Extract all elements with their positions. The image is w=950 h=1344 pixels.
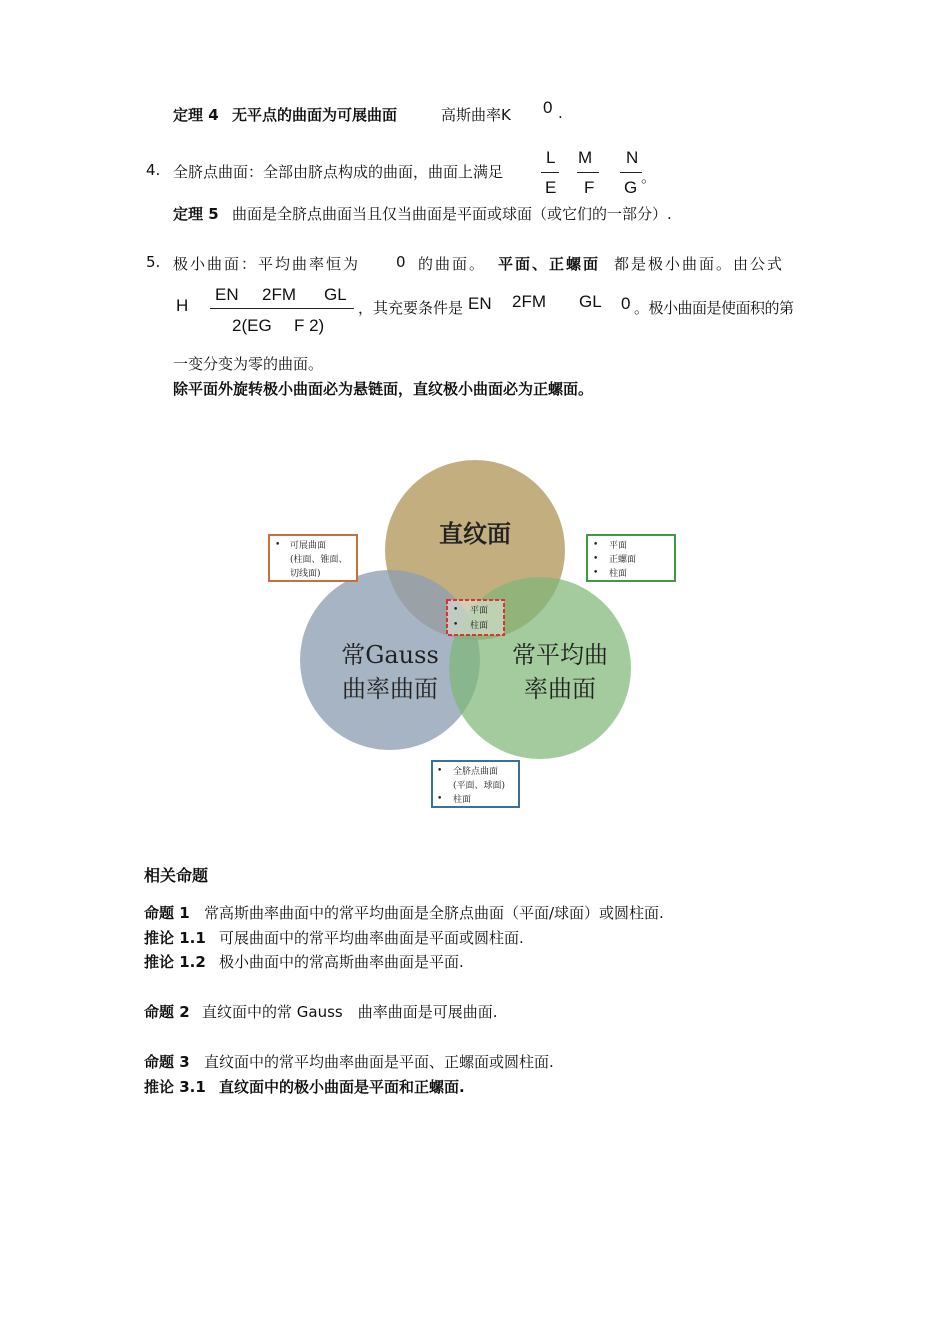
theorem4-end: . <box>558 104 563 122</box>
venn-box-center-line: 平面 <box>470 606 489 616</box>
item5-after: 。极小曲面是使面积的第 <box>634 299 794 317</box>
proposition-text: 直纹面中的常平均曲率曲面是平面、正螺面或圆柱面. <box>204 1053 554 1071</box>
proposition-label: 命题 3 <box>144 1053 190 1071</box>
corollary-label: 推论 1.2 <box>144 953 206 971</box>
svg-text:•: • <box>437 766 443 776</box>
theorem5-text: 曲面是全脐点曲面当且仅当曲面是平面或球面（或它们的一部分）. <box>232 205 672 223</box>
fraction-bar <box>541 172 559 173</box>
venn-box-umbilic-line: (平面、球面) <box>453 781 506 791</box>
proposition-text: 常高斯曲率曲面中的常平均曲面是全脐点曲面（平面/球面）或圆柱面. <box>204 904 664 922</box>
item4-number: 4. <box>146 161 161 179</box>
item5-text-c: 都是极小曲面。由公式 <box>614 255 785 273</box>
venn-top-label: 直纹面 <box>439 519 511 548</box>
svg-text:•: • <box>593 554 599 564</box>
fraction-bar <box>620 172 642 173</box>
cond-EN: EN <box>468 294 492 313</box>
corollary-text: 直纹面中的极小曲面是平面和正螺面. <box>219 1078 465 1096</box>
fraction-bar <box>210 308 354 309</box>
item4-end: 。 <box>641 168 657 186</box>
proposition-text: 直纹面中的常 Gauss 曲率曲面是可展曲面. <box>202 1003 498 1021</box>
frac-L: L <box>546 148 556 167</box>
corollary-text: 极小曲面中的常高斯曲率曲面是平面. <box>219 953 464 971</box>
venn-right-label-2: 率曲面 <box>524 675 596 703</box>
item5-zero: 0 <box>396 253 406 271</box>
related-heading: 相关命题 <box>144 866 209 885</box>
theorem4-condition: 高斯曲率K <box>441 106 511 124</box>
proposition-label: 命题 2 <box>144 1003 190 1021</box>
proposition-label: 命题 1 <box>144 904 190 922</box>
svg-text:•: • <box>593 568 599 578</box>
corollary-label: 推论 1.1 <box>144 929 206 947</box>
corollary-text: 可展曲面中的常平均曲率曲面是平面或圆柱面. <box>219 929 524 947</box>
svg-text:•: • <box>275 540 281 550</box>
item4-text: 全脐点曲面：全部由脐点构成的曲面，曲面上满足 <box>173 163 504 181</box>
venn-left-label-2: 曲率曲面 <box>342 675 438 703</box>
venn-diagram <box>260 455 690 815</box>
formula-num-2FM: 2FM <box>262 285 296 304</box>
venn-box-developable-line: 可展曲面 <box>290 541 327 551</box>
venn-box-center-line: 柱面 <box>470 621 489 631</box>
formula-num-EN: EN <box>215 285 239 304</box>
cond-GL: GL <box>579 292 602 311</box>
frac-F: F <box>584 178 595 197</box>
venn-box-umbilic-line: 全脐点曲面 <box>453 767 499 777</box>
item5-text-b: 的曲面。 <box>418 255 487 273</box>
frac-M: M <box>578 148 593 167</box>
item5-cond-text: ，其充要条件是 <box>358 299 464 317</box>
frac-E: E <box>545 178 557 197</box>
item5-line2: 一变分变为零的曲面。 <box>173 355 324 373</box>
formula-H: H <box>176 296 189 315</box>
fraction-bar <box>577 172 599 173</box>
cond-zero: 0 <box>621 294 631 313</box>
item5-number: 5. <box>146 253 161 271</box>
frac-G: G <box>624 178 638 197</box>
svg-text:•: • <box>453 620 459 630</box>
item5-bold-note: 除平面外旋转极小曲面必为悬链面，直纹极小曲面必为正螺面。 <box>173 380 594 398</box>
theorem5-label: 定理 5 <box>173 205 219 223</box>
venn-box-developable-line: 切线面) <box>290 569 321 579</box>
venn-box-ruled-mean-line: 平面 <box>609 541 628 551</box>
venn-box-developable-line: (柱面、锥面、 <box>290 555 348 565</box>
theorem4-statement: 无平点的曲面为可展曲面 <box>232 106 398 124</box>
item5-bold-planes: 平面、正螺面 <box>498 255 601 273</box>
item5-text-a: 极小曲面：平均曲率恒为 <box>173 255 361 273</box>
venn-right-label-1: 常平均曲 <box>512 641 608 669</box>
venn-left-label-1: 常Gauss <box>341 641 439 669</box>
svg-text:•: • <box>453 605 459 615</box>
formula-num-GL: GL <box>324 285 347 304</box>
venn-box-umbilic-line: 柱面 <box>453 795 472 805</box>
corollary-label: 推论 3.1 <box>144 1078 206 1096</box>
theorem4-label: 定理 4 <box>173 106 219 124</box>
svg-text:•: • <box>593 540 599 550</box>
venn-box-ruled-mean-line: 柱面 <box>609 569 628 579</box>
svg-text:•: • <box>437 794 443 804</box>
theorem4-value: 0 <box>543 98 553 117</box>
formula-den-2EG: 2(EG <box>232 316 272 335</box>
cond-2FM: 2FM <box>512 292 546 311</box>
frac-N: N <box>626 148 639 167</box>
formula-den-F2: F 2) <box>294 316 325 335</box>
venn-box-ruled-mean-line: 正螺面 <box>609 555 637 565</box>
